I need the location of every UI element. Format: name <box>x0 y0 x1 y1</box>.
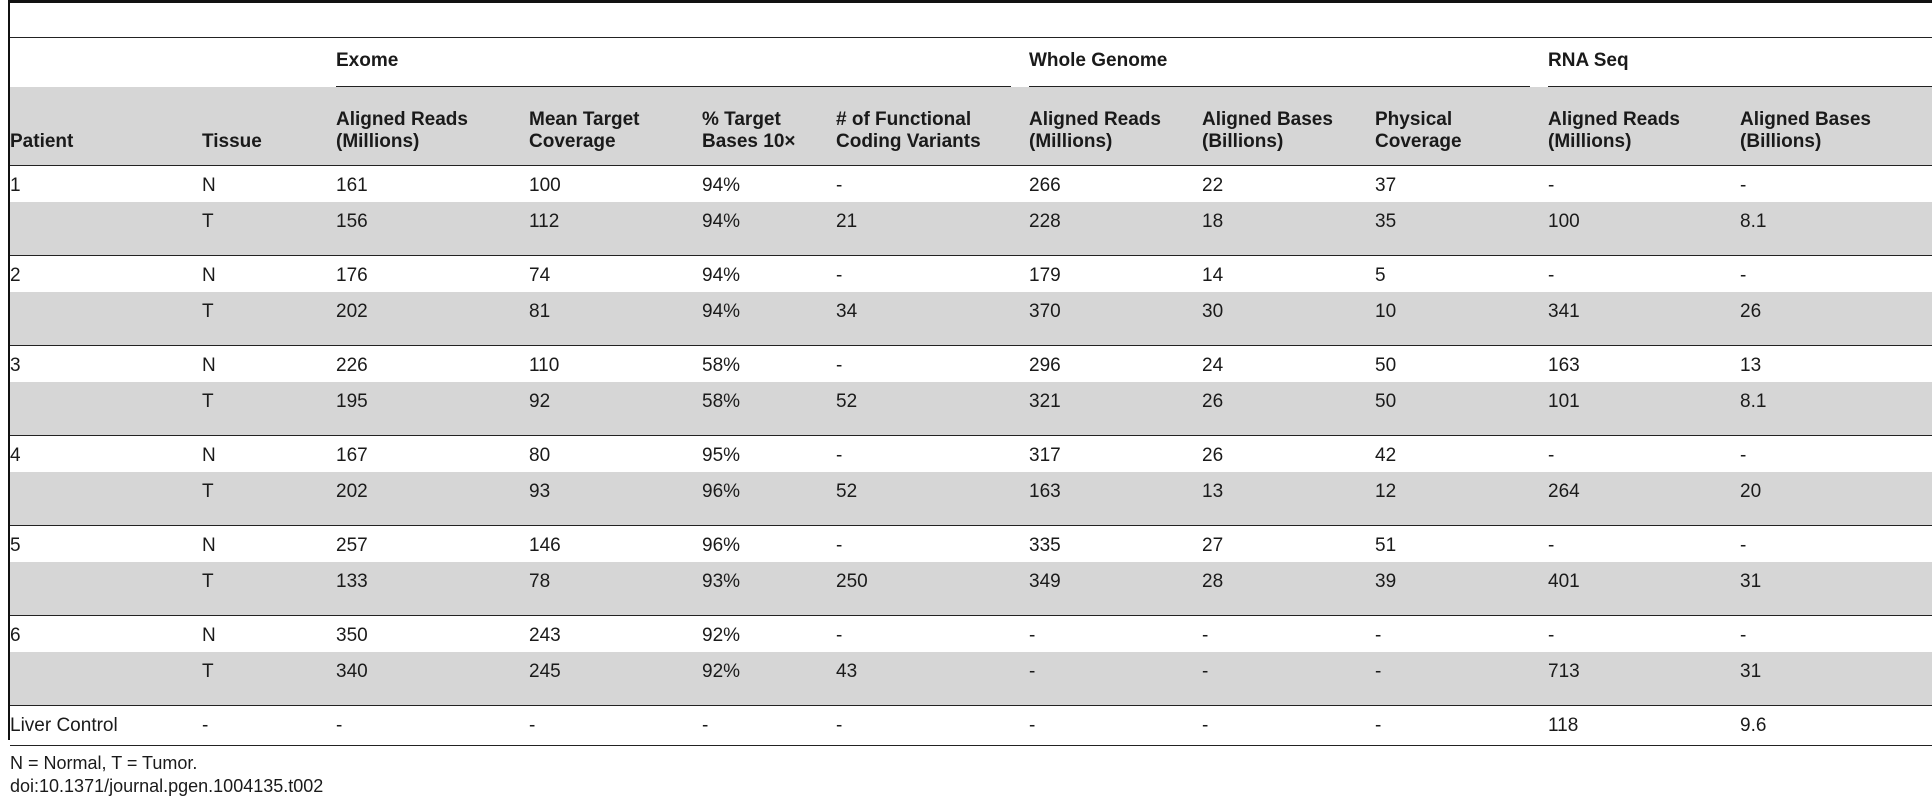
table-cell: 110 <box>529 355 560 376</box>
table-cell: 93% <box>702 562 836 616</box>
table-cell: 94% <box>702 292 836 346</box>
group-rna-seq: RNA Seq <box>1548 38 1932 88</box>
col-rna-aligned-reads: Aligned Reads (Millions) <box>1548 87 1740 166</box>
table-cell: - <box>836 445 843 466</box>
table-cell: - <box>836 535 843 556</box>
table-cell: 26 <box>1202 382 1375 436</box>
table-cell: - <box>1548 175 1555 196</box>
table-cell: 163 <box>1029 472 1202 526</box>
table-cell: - <box>1375 652 1548 706</box>
table-cell: - <box>1029 625 1036 646</box>
col-wg-physical-coverage: Physical Coverage <box>1375 87 1548 166</box>
table-cell: 35 <box>1375 202 1548 256</box>
table-cell: 21 <box>836 202 1029 256</box>
table-cell: 14 <box>1202 265 1224 286</box>
table-row <box>10 256 1932 292</box>
table-cell: - <box>529 706 702 746</box>
table-cell: 92% <box>702 625 741 646</box>
table-cell: 42 <box>1375 445 1397 466</box>
table-cell: - <box>836 175 843 196</box>
table-cell: 266 <box>1029 175 1061 196</box>
table-cell: 51 <box>1375 535 1397 556</box>
cell-patient <box>10 202 202 256</box>
cell-patient: 3 <box>10 355 21 376</box>
table-cell: 228 <box>1029 202 1202 256</box>
table-cell: 92 <box>529 382 702 436</box>
table-cell: 12 <box>1375 472 1548 526</box>
table-cell: 50 <box>1375 382 1548 436</box>
table-cell: N <box>202 355 216 376</box>
table-cell: 81 <box>529 292 702 346</box>
table-cell: 50 <box>1375 355 1397 376</box>
cell-patient <box>10 382 202 436</box>
table-cell: N <box>202 535 216 556</box>
table-cell: 24 <box>1202 355 1224 376</box>
table-cell: N <box>202 445 216 466</box>
table-cell: - <box>1202 706 1375 746</box>
table-cell: - <box>836 625 843 646</box>
table-footnote: N = Normal, T = Tumor. <box>10 753 198 773</box>
cell-patient: 2 <box>10 265 21 286</box>
table-cell: 26 <box>1202 445 1224 466</box>
table-cell: 195 <box>336 382 529 436</box>
table-cell: 31 <box>1740 652 1932 706</box>
table-cell: - <box>1548 535 1555 556</box>
cell-patient <box>10 652 202 706</box>
table-row <box>10 292 1932 346</box>
table-cell: - <box>336 706 529 746</box>
table-cell: T <box>202 562 336 616</box>
table-cell: 112 <box>529 202 702 256</box>
table-cell: 94% <box>702 175 741 196</box>
table-row <box>10 202 1932 256</box>
table-cell: - <box>1740 265 1747 286</box>
col-tissue: Tissue <box>202 87 336 166</box>
table-cell: 96% <box>702 535 741 556</box>
table-cell: T <box>202 472 336 526</box>
table-cell: 94% <box>702 202 836 256</box>
table-cell: - <box>1740 625 1747 646</box>
table-cell: 226 <box>336 355 368 376</box>
table-cell: 26 <box>1740 292 1932 346</box>
table-cell: 8.1 <box>1740 202 1932 256</box>
table-cell: 118 <box>1548 706 1740 746</box>
col-exome-functional-variants: # of Functional Coding Variants <box>836 87 1029 166</box>
table-row <box>10 166 1932 202</box>
col-rna-aligned-bases: Aligned Bases (Billions) <box>1740 87 1932 166</box>
table-cell: - <box>1202 652 1375 706</box>
table-cell: - <box>1375 706 1548 746</box>
table-cell: 202 <box>336 472 529 526</box>
table-cell: 401 <box>1548 562 1740 616</box>
cell-patient <box>10 562 202 616</box>
table-cell: - <box>1375 625 1382 646</box>
table-cell: 92% <box>702 652 836 706</box>
table-cell: 202 <box>336 292 529 346</box>
table-cell: 95% <box>702 445 741 466</box>
table-cell: - <box>836 265 843 286</box>
table-cell: 296 <box>1029 355 1061 376</box>
table-cell: Liver Control <box>10 706 202 746</box>
table-cell: - <box>1740 175 1747 196</box>
table-cell: - <box>1029 652 1202 706</box>
table-cell: 156 <box>336 202 529 256</box>
table-cell: 78 <box>529 562 702 616</box>
table-cell: 370 <box>1029 292 1202 346</box>
cell-patient <box>10 292 202 346</box>
col-exome-target-bases: % Target Bases 10× <box>702 87 836 166</box>
table-cell: 179 <box>1029 265 1061 286</box>
table-cell: 94% <box>702 265 741 286</box>
table-cell: 341 <box>1548 292 1740 346</box>
table-cell: - <box>1202 625 1209 646</box>
table-cell: 30 <box>1202 292 1375 346</box>
table-cell: 176 <box>336 265 368 286</box>
table-cell: 9.6 <box>1740 706 1932 746</box>
table-cell: - <box>1548 265 1555 286</box>
table-cell: 13 <box>1202 472 1375 526</box>
table-cell: 43 <box>836 652 1029 706</box>
table-cell: - <box>836 355 843 376</box>
table-cell: 27 <box>1202 535 1224 556</box>
table-row <box>10 472 1932 526</box>
table-cell: 13 <box>1740 355 1762 376</box>
table-cell: 100 <box>529 175 561 196</box>
group-whole-genome: Whole Genome <box>1029 38 1548 88</box>
table-cell: 20 <box>1740 472 1932 526</box>
table-cell: 39 <box>1375 562 1548 616</box>
table-cell: 100 <box>1548 202 1740 256</box>
table-cell: - <box>1029 706 1202 746</box>
table-cell: 10 <box>1375 292 1548 346</box>
table-cell: 243 <box>529 625 561 646</box>
table-cell: 74 <box>529 265 551 286</box>
table-cell: - <box>1548 625 1555 646</box>
table-cell: T <box>202 382 336 436</box>
table-row <box>10 436 1932 472</box>
table-cell: 264 <box>1548 472 1740 526</box>
table-cell: 37 <box>1375 175 1397 196</box>
sequencing-stats-table <box>10 37 1932 746</box>
table-cell: 5 <box>1375 265 1386 286</box>
table-row-liver-control <box>10 706 1932 746</box>
table-cell: 93 <box>529 472 702 526</box>
table-cell: 28 <box>1202 562 1375 616</box>
doi-line: doi:10.1371/journal.pgen.1004135.t002 <box>10 776 324 796</box>
table-cell: 335 <box>1029 535 1061 556</box>
table-cell: 163 <box>1548 355 1580 376</box>
table-cell: 18 <box>1202 202 1375 256</box>
table-cell: T <box>202 652 336 706</box>
table-cell: 80 <box>529 445 551 466</box>
col-wg-aligned-reads: Aligned Reads (Millions) <box>1029 87 1202 166</box>
table-cell: - <box>836 706 1029 746</box>
table-cell: N <box>202 625 216 646</box>
table-cell: T <box>202 202 336 256</box>
table-row <box>10 526 1932 562</box>
table-cell: 257 <box>336 535 368 556</box>
table-cell: 34 <box>836 292 1029 346</box>
table-cell: 96% <box>702 472 836 526</box>
table-row <box>10 562 1932 616</box>
table-cell: - <box>1740 535 1747 556</box>
table-row <box>10 616 1932 652</box>
table-cell: 350 <box>336 625 368 646</box>
column-header-row <box>10 87 1932 166</box>
table-cell: 133 <box>336 562 529 616</box>
col-patient: Patient <box>10 87 202 166</box>
table-cell: 167 <box>336 445 368 466</box>
table-cell: 245 <box>529 652 702 706</box>
cell-patient <box>10 472 202 526</box>
table-cell: 52 <box>836 472 1029 526</box>
table-cell: 321 <box>1029 382 1202 436</box>
table-cell: 317 <box>1029 445 1061 466</box>
col-exome-mean-coverage: Mean Target Coverage <box>529 87 702 166</box>
group-header-row <box>10 38 1932 88</box>
table-cell: 52 <box>836 382 1029 436</box>
table-cell: 22 <box>1202 175 1224 196</box>
table-cell: 349 <box>1029 562 1202 616</box>
cell-patient: 4 <box>10 445 21 466</box>
table-cell: 58% <box>702 355 741 376</box>
table-cell: N <box>202 265 216 286</box>
table-cell: T <box>202 292 336 346</box>
table-cell: 31 <box>1740 562 1932 616</box>
table-cell: 713 <box>1548 652 1740 706</box>
table-cell: 161 <box>336 175 368 196</box>
table-row <box>10 382 1932 436</box>
table-cell: - <box>202 706 336 746</box>
col-exome-aligned-reads: Aligned Reads (Millions) <box>336 87 529 166</box>
table-cell: - <box>1548 445 1555 466</box>
cell-patient: 5 <box>10 535 21 556</box>
table-row <box>10 652 1932 706</box>
table-cell: 340 <box>336 652 529 706</box>
table-body <box>10 166 1932 746</box>
table-cell: - <box>702 706 836 746</box>
table-cell: 58% <box>702 382 836 436</box>
table-row <box>10 346 1932 382</box>
group-exome: Exome <box>336 38 1029 88</box>
table-cell: 250 <box>836 562 1029 616</box>
table-cell: N <box>202 175 216 196</box>
table-cell: 8.1 <box>1740 382 1932 436</box>
cell-patient: 1 <box>10 175 21 196</box>
cell-patient: 6 <box>10 625 21 646</box>
table-cell: - <box>1740 445 1747 466</box>
table-cell: 146 <box>529 535 561 556</box>
table-cell: 101 <box>1548 382 1740 436</box>
col-wg-aligned-bases: Aligned Bases (Billions) <box>1202 87 1375 166</box>
